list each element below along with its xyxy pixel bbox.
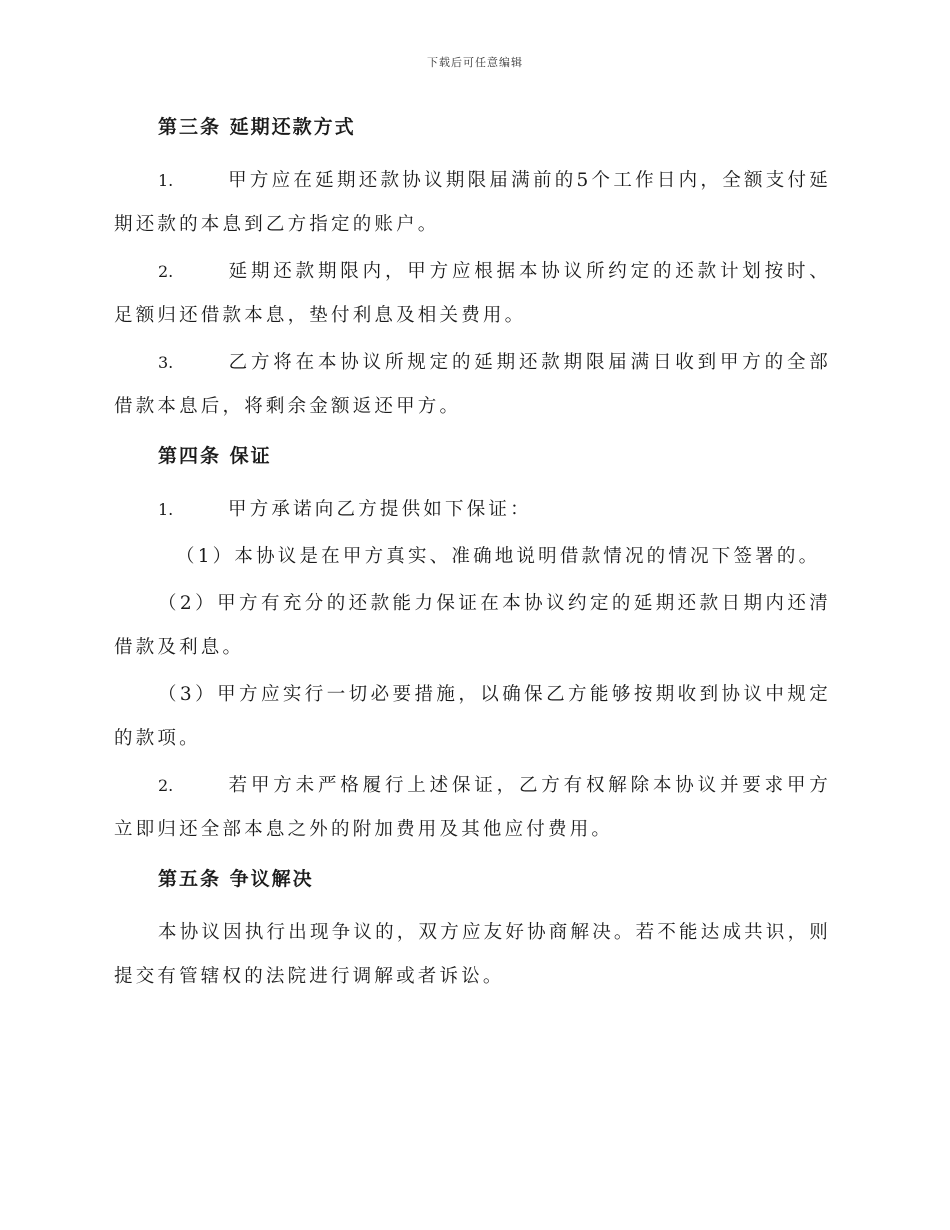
- section-3-item-1: [114, 159, 831, 247]
- section-3-item-3: [114, 341, 831, 429]
- item-text: 乙方将在本协议所规定的延期还款期限届满日收到甲方的全部借款本息后，将剩余金额返还甲方。: [114, 352, 831, 417]
- page-header: 下载后可任意编辑: [427, 56, 523, 69]
- section-4-item-1: [114, 488, 831, 532]
- section-5-text: 本协议因执行出现争议的，双方应友好协商解决。若不能达成共识，则提交有管辖权的法院进行调解或者诉讼。: [114, 922, 831, 987]
- item-number: 1.: [158, 171, 174, 190]
- section-4-sub-3: （3）甲方应实行一切必要措施，以确保乙方能够按期收到协议中规定的款项。: [114, 684, 831, 749]
- item-text: 若甲方未严格履行上述保证，乙方有权解除本协议并要求甲方立即归还全部本息之外的附加费用及其他应付费用。: [114, 775, 831, 840]
- item-number: 2.: [158, 262, 174, 281]
- document-body: [114, 112, 831, 1002]
- section-3-heading: 第三条 延期还款方式: [158, 116, 356, 138]
- section-4-sub-1: （1）本协议是在甲方真实、准确地说明借款情况的情况下签署的。: [176, 546, 821, 567]
- item-number: 3.: [158, 353, 174, 372]
- section-5-heading: 第五条 争议解决: [158, 868, 314, 890]
- item-text: 甲方承诺向乙方提供如下保证：: [228, 499, 532, 520]
- section-4-item-2: [114, 764, 831, 852]
- item-number: 2.: [158, 776, 174, 795]
- item-number: 1.: [158, 500, 174, 519]
- section-4-heading: 第四条 保证: [158, 445, 272, 467]
- item-text: 延期还款期限内，甲方应根据本协议所约定的还款计划按时、足额归还借款本息，垫付利息及相关费用。: [114, 261, 831, 326]
- item-text: 甲方应在延期还款协议期限届满前的5个工作日内，全额支付延期还款的本息到乙方指定的账户。: [114, 170, 831, 235]
- section-4-sub-2: （2）甲方有充分的还款能力保证在本协议约定的延期还款日期内还清借款及利息。: [114, 593, 831, 658]
- section-3-item-2: [114, 250, 831, 338]
